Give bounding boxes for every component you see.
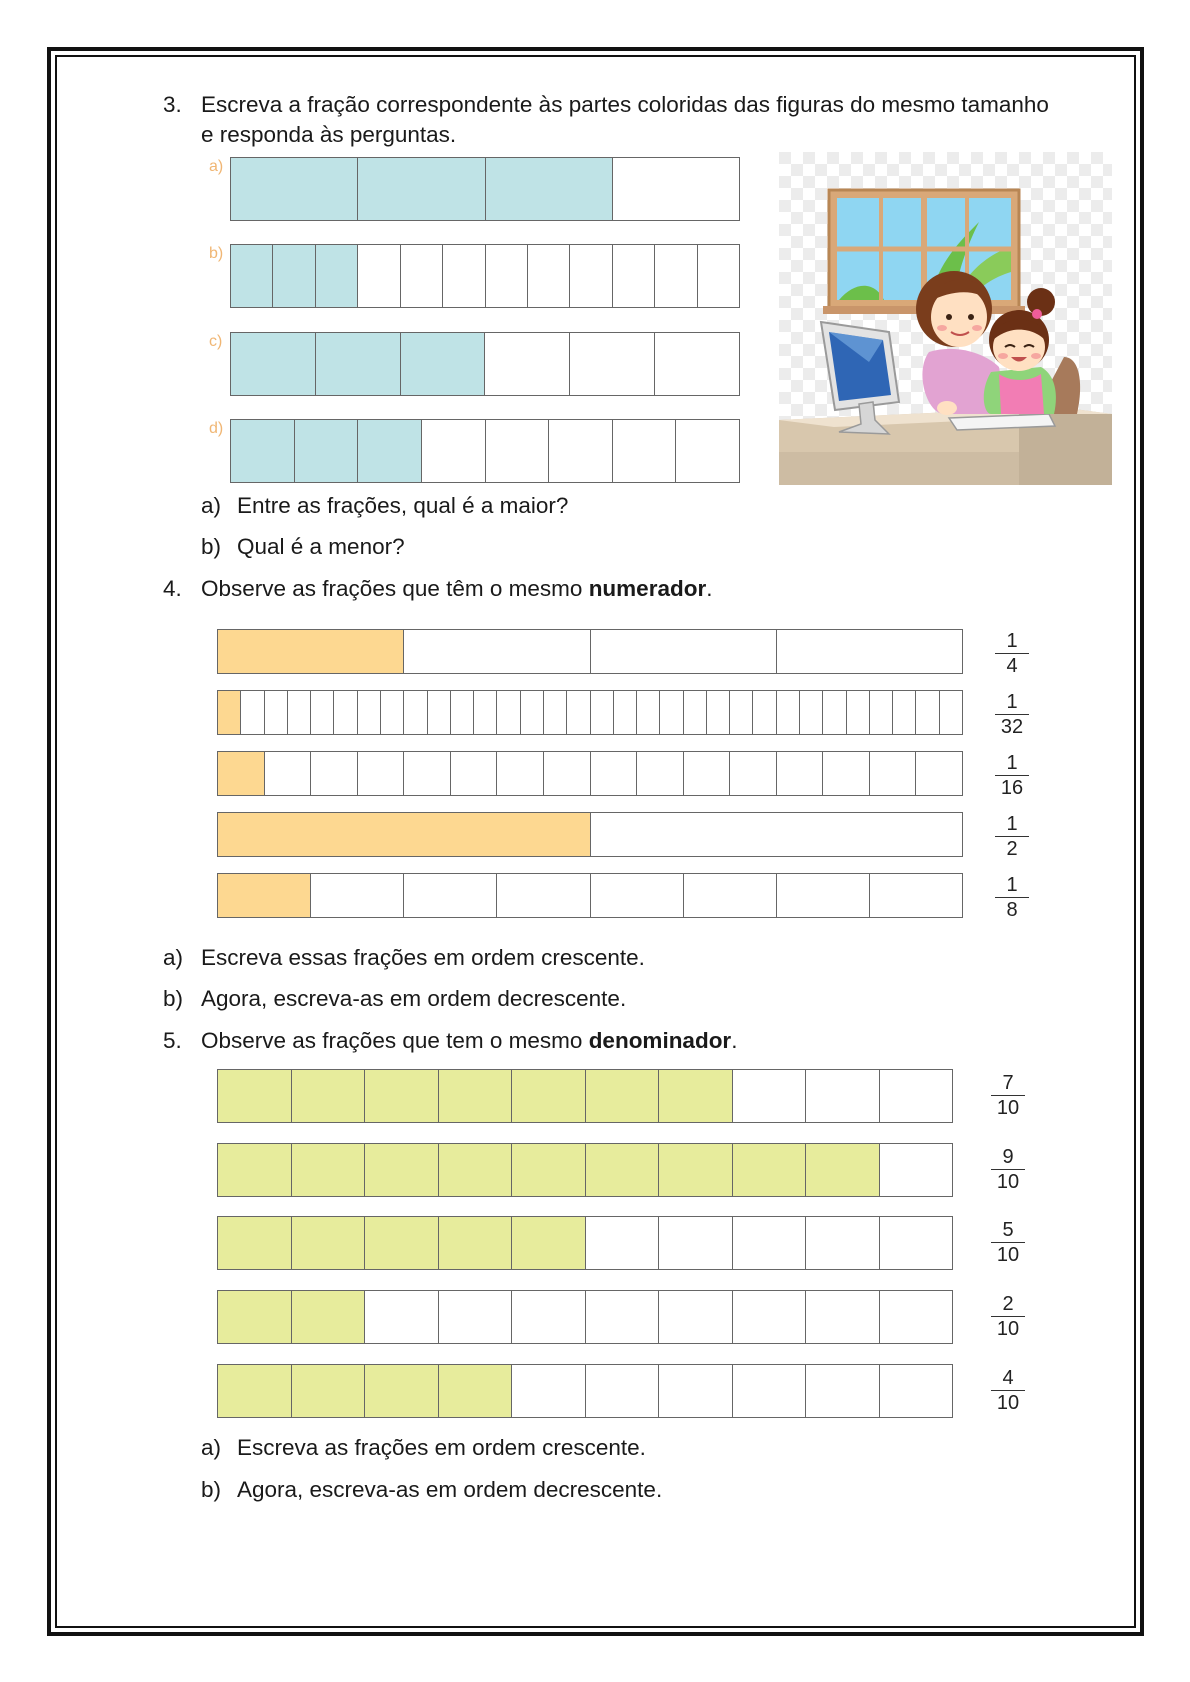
bar-cell-empty (655, 333, 739, 395)
bar-cell-empty (806, 1291, 880, 1343)
bar-cell-empty (486, 245, 528, 307)
q4-denominator-3: 16 (1000, 777, 1024, 799)
bar-cell-empty (591, 752, 638, 795)
q3-number: 3. (163, 92, 182, 117)
bar-cell-empty (404, 630, 590, 673)
q5-fraction-label-3 (988, 1219, 1028, 1266)
bar-cell-empty (586, 1291, 660, 1343)
bar-cell-empty (567, 691, 590, 734)
bar-cell-empty (637, 752, 684, 795)
q4-fraction-label-2 (992, 691, 1032, 738)
bar-cell-empty (730, 752, 777, 795)
bar-cell-filled (218, 813, 591, 856)
bar-cell-empty (451, 691, 474, 734)
bar-cell-empty (847, 691, 870, 734)
q3-figure-label-a: a) (209, 158, 224, 175)
bar-cell-empty (880, 1144, 953, 1196)
q5-fraction-bar-2 (217, 1143, 953, 1197)
bar-cell-empty (570, 333, 655, 395)
q5-denominator-4: 10 (996, 1318, 1020, 1340)
q3-figure-label-d: d) (209, 420, 224, 437)
q4-fraction-bar-3 (217, 751, 963, 796)
q3-question-a: Entre as frações, qual é a maior? (237, 493, 569, 518)
q5-fraction-bar-3 (217, 1216, 953, 1270)
q3-fraction-bar-a (230, 157, 740, 221)
q4-numerator-3: 1 (1006, 752, 1018, 774)
bar-cell-empty (684, 874, 777, 917)
bar-cell-empty (570, 245, 612, 307)
q4-fraction-label-5 (992, 874, 1032, 921)
q4-fraction-label-1 (992, 630, 1032, 677)
q4-numerator-4: 1 (1006, 813, 1018, 835)
bar-cell-empty (684, 691, 707, 734)
q5-denominator-3: 10 (996, 1244, 1020, 1266)
q5-fraction-bar-1 (217, 1069, 953, 1123)
q5-instruction (201, 1027, 737, 1055)
q5-numerator-1: 7 (1002, 1072, 1014, 1094)
q5-denominator-5: 10 (996, 1392, 1020, 1414)
bar-cell-empty (806, 1365, 880, 1417)
bar-cell-filled (401, 333, 486, 395)
bar-cell-empty (486, 420, 550, 482)
bar-cell-empty (800, 691, 823, 734)
q5-question-b: Agora, escreva-as em ordem decrescente. (237, 1477, 663, 1502)
bar-cell-filled (659, 1144, 733, 1196)
q4-numerator-1: 1 (1006, 630, 1018, 652)
bar-cell-filled (512, 1144, 586, 1196)
q5-instruction-bold: denominador (588, 1028, 732, 1053)
bar-cell-empty (777, 874, 870, 917)
bar-cell-empty (428, 691, 451, 734)
bar-cell-empty (916, 752, 962, 795)
q4-question-a-label: a) (163, 945, 184, 970)
q5-fraction-bar-4 (217, 1290, 953, 1344)
bar-cell-filled (439, 1365, 513, 1417)
bar-cell-filled (218, 874, 311, 917)
bar-cell-filled (231, 333, 316, 395)
bar-cell-filled (358, 158, 485, 220)
q3-question-b-label: b) (201, 534, 222, 559)
bar-cell-filled (512, 1217, 586, 1269)
q5-denominator-1: 10 (996, 1097, 1020, 1119)
bar-cell-empty (591, 813, 963, 856)
bar-cell-empty (637, 691, 660, 734)
bar-cell-empty (707, 691, 730, 734)
q4-question-a: Escreva essas frações em ordem crescente. (201, 945, 645, 970)
bar-cell-empty (381, 691, 404, 734)
q3-figure-label-c: c) (209, 333, 223, 350)
bar-cell-empty (241, 691, 264, 734)
bar-cell-filled (218, 752, 265, 795)
q5-number: 5. (163, 1028, 182, 1053)
q4-numerator-2: 1 (1006, 691, 1018, 713)
q5-question-a-label: a) (201, 1435, 222, 1460)
q5-numerator-2: 9 (1002, 1146, 1014, 1168)
bar-cell-empty (870, 752, 917, 795)
bar-cell-empty (893, 691, 916, 734)
bar-cell-empty (521, 691, 544, 734)
bar-cell-empty (880, 1291, 953, 1343)
bar-cell-filled (365, 1144, 439, 1196)
q3-question-a-label: a) (201, 493, 222, 518)
bar-cell-empty (265, 691, 288, 734)
bar-cell-filled (316, 333, 401, 395)
bar-cell-empty (497, 691, 520, 734)
bar-cell-empty (544, 691, 567, 734)
q4-numerator-5: 1 (1006, 874, 1018, 896)
q5-denominator-2: 10 (996, 1171, 1020, 1193)
bar-cell-empty (698, 245, 739, 307)
bar-cell-empty (823, 752, 870, 795)
q4-denominator-5: 8 (1006, 899, 1018, 921)
bar-cell-empty (659, 1365, 733, 1417)
bar-cell-empty (358, 691, 381, 734)
bar-cell-empty (655, 245, 697, 307)
q5-instruction-end: . (731, 1028, 738, 1053)
q5-instruction-text: Observe as frações que tem o mesmo (201, 1028, 583, 1053)
bar-cell-empty (404, 752, 451, 795)
bar-cell-empty (676, 420, 739, 482)
q5-fraction-label-5 (988, 1367, 1028, 1414)
bar-cell-empty (497, 874, 590, 917)
bar-cell-filled (439, 1217, 513, 1269)
bar-cell-filled (659, 1070, 733, 1122)
bar-cell-empty (659, 1217, 733, 1269)
bar-cell-empty (311, 691, 334, 734)
q5-fraction-bar-5 (217, 1364, 953, 1418)
bar-cell-empty (443, 245, 485, 307)
q4-fraction-bar-4 (217, 812, 963, 857)
bar-cell-empty (404, 691, 427, 734)
q4-fraction-bar-2 (217, 690, 963, 735)
bar-cell-empty (549, 420, 613, 482)
q3-fraction-bar-c (230, 332, 740, 396)
bar-cell-empty (613, 420, 677, 482)
q4-fraction-bar-5 (217, 873, 963, 918)
bar-cell-filled (273, 245, 315, 307)
q5-fraction-label-1 (988, 1072, 1028, 1119)
bar-cell-empty (777, 691, 800, 734)
bar-cell-empty (591, 874, 684, 917)
bar-cell-empty (733, 1070, 807, 1122)
q4-fraction-label-3 (992, 752, 1032, 799)
bar-cell-empty (591, 630, 777, 673)
bar-cell-filled (218, 1291, 292, 1343)
bar-cell-empty (940, 691, 962, 734)
q4-fraction-label-4 (992, 813, 1032, 860)
bar-cell-filled (806, 1144, 880, 1196)
bar-cell-empty (777, 752, 824, 795)
q3-figure-label-b: b) (209, 245, 224, 262)
bar-cell-filled (218, 1070, 292, 1122)
q3-question-b: Qual é a menor? (237, 534, 405, 559)
q5-question-a: Escreva as frações em ordem crescente. (237, 1435, 646, 1460)
q3-fraction-bar-b (230, 244, 740, 308)
bar-cell-empty (474, 691, 497, 734)
bar-cell-empty (733, 1365, 807, 1417)
bar-cell-filled (512, 1070, 586, 1122)
bar-cell-empty (733, 1291, 807, 1343)
bar-cell-empty (358, 245, 400, 307)
bar-cell-filled (218, 1365, 292, 1417)
bar-cell-empty (880, 1070, 953, 1122)
bar-cell-empty (586, 1217, 660, 1269)
bar-cell-empty (528, 245, 570, 307)
bar-cell-empty (916, 691, 939, 734)
bar-cell-filled (292, 1291, 366, 1343)
bar-cell-empty (439, 1291, 513, 1343)
bar-cell-empty (684, 752, 731, 795)
bar-cell-empty (365, 1291, 439, 1343)
q5-question-b-label: b) (201, 1477, 222, 1502)
q4-denominator-1: 4 (1006, 655, 1018, 677)
bar-cell-empty (806, 1217, 880, 1269)
q3-instruction-line2: e responda às perguntas. (201, 122, 457, 147)
q4-denominator-4: 2 (1006, 838, 1018, 860)
bar-cell-empty (753, 691, 776, 734)
bar-cell-empty (451, 752, 498, 795)
bar-cell-empty (485, 333, 570, 395)
bar-cell-filled (292, 1217, 366, 1269)
bar-cell-empty (613, 158, 739, 220)
q5-numerator-5: 4 (1002, 1367, 1014, 1389)
q5-fraction-label-4 (988, 1293, 1028, 1340)
bar-cell-filled (292, 1144, 366, 1196)
bar-cell-filled (231, 420, 295, 482)
desk-icon (779, 407, 1112, 485)
bar-cell-empty (870, 691, 893, 734)
q3-instruction-line1: Escreva a fração correspondente às partes coloridas das figuras do mesmo tamanho (201, 92, 1049, 117)
q4-question-b: Agora, escreva-as em ordem decrescente. (201, 986, 627, 1011)
bar-cell-filled (439, 1144, 513, 1196)
q4-question-b-label: b) (163, 986, 184, 1011)
bar-cell-empty (880, 1217, 953, 1269)
bar-cell-empty (823, 691, 846, 734)
bar-cell-filled (292, 1365, 366, 1417)
bar-cell-empty (660, 691, 683, 734)
bar-cell-empty (806, 1070, 880, 1122)
bar-cell-empty (401, 245, 443, 307)
bar-cell-empty (422, 420, 486, 482)
q4-instruction (201, 575, 712, 603)
bar-cell-filled (365, 1217, 439, 1269)
bar-cell-filled (218, 630, 404, 673)
bar-cell-empty (512, 1291, 586, 1343)
bar-cell-filled (316, 245, 358, 307)
q5-fraction-label-2 (988, 1146, 1028, 1193)
bar-cell-filled (231, 158, 358, 220)
q4-number: 4. (163, 576, 182, 601)
bar-cell-empty (880, 1365, 953, 1417)
bar-cell-filled (218, 1144, 292, 1196)
q4-fraction-bar-1 (217, 629, 963, 674)
bar-cell-filled (586, 1070, 660, 1122)
bar-cell-empty (613, 245, 655, 307)
bar-cell-empty (288, 691, 311, 734)
bar-cell-empty (497, 752, 544, 795)
q3-fraction-bar-d (230, 419, 740, 483)
bar-cell-empty (404, 874, 497, 917)
bar-cell-empty (659, 1291, 733, 1343)
bar-cell-filled (218, 1217, 292, 1269)
mother-daughter-computer-illustration (779, 152, 1112, 485)
bar-cell-empty (311, 874, 404, 917)
bar-cell-filled (365, 1365, 439, 1417)
bar-cell-filled (358, 420, 422, 482)
q5-numerator-3: 5 (1002, 1219, 1014, 1241)
bar-cell-empty (512, 1365, 586, 1417)
bar-cell-empty (591, 691, 614, 734)
bar-cell-filled (292, 1070, 366, 1122)
bar-cell-filled (365, 1070, 439, 1122)
bar-cell-empty (311, 752, 358, 795)
bar-cell-empty (733, 1217, 807, 1269)
bar-cell-empty (586, 1365, 660, 1417)
bar-cell-filled (486, 158, 613, 220)
bar-cell-filled (733, 1144, 807, 1196)
bar-cell-empty (870, 874, 962, 917)
bar-cell-empty (334, 691, 357, 734)
bar-cell-empty (614, 691, 637, 734)
bar-cell-filled (586, 1144, 660, 1196)
q5-numerator-4: 2 (1002, 1293, 1014, 1315)
bar-cell-empty (777, 630, 962, 673)
bar-cell-empty (265, 752, 312, 795)
bar-cell-filled (231, 245, 273, 307)
bar-cell-empty (358, 752, 405, 795)
bar-cell-empty (730, 691, 753, 734)
bar-cell-filled (439, 1070, 513, 1122)
bar-cell-filled (218, 691, 241, 734)
bar-cell-empty (544, 752, 591, 795)
bar-cell-filled (295, 420, 359, 482)
q4-instruction-text: Observe as frações que têm o mesmo (201, 576, 583, 601)
q4-instruction-bold: numerador (588, 576, 707, 601)
q4-instruction-end: . (706, 576, 713, 601)
q4-denominator-2: 32 (1000, 716, 1024, 738)
